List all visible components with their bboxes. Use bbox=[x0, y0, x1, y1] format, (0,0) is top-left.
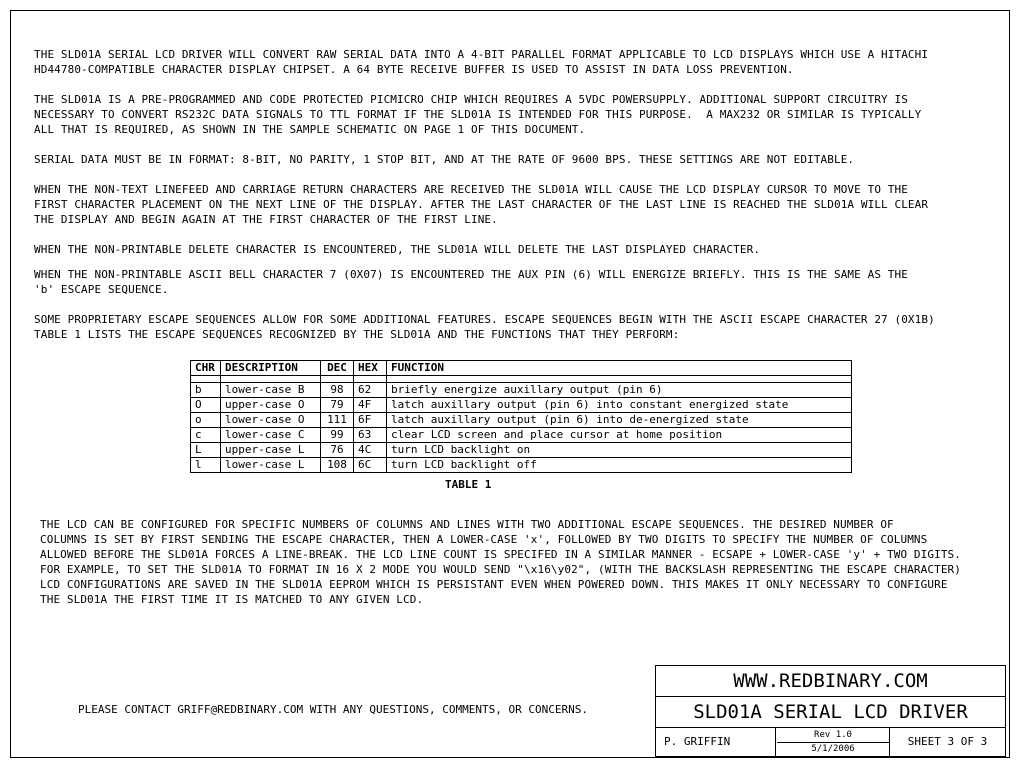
paragraph-picmicro: THE SLD01A IS A PRE-PROGRAMMED AND CODE PROTECTED PICMICRO CHIP WHICH REQUIRES A 5VDC POWERSUPPLY. ADDITIONAL SUPPORT CIRCUITRY IS NECESSARY TO CONVERT RS232C DATA SIGNALS TO TTL FORMAT IF THE SLD01A IS INTENDED FOR THIS PURPOSE. A MAX232 OR SIMILAR IS TYPICALLY ALL THAT IS REQUIRED, AS SHOWN IN THE SAMPLE SCHEMATIC ON PAGE 1 OF THIS DOCUMENT. bbox=[34, 93, 922, 136]
cell-function: latch auxillary output (pin 6) into constant energized state bbox=[387, 398, 852, 413]
table-row bbox=[191, 458, 852, 473]
table-spacer-row bbox=[191, 376, 852, 383]
header-chr: CHR bbox=[191, 361, 221, 376]
cell-dec: 79 bbox=[321, 398, 354, 413]
cell-chr: L bbox=[191, 443, 221, 458]
paragraph-escape: SOME PROPRIETARY ESCAPE SEQUENCES ALLOW FOR SOME ADDITIONAL FEATURES. ESCAPE SEQUENCES BEGIN WITH THE ASCII ESCAPE CHARACTER 27 (0X1B) TABLE 1 LISTS THE ESCAPE SEQUENCES RECOGNIZED BY THE SLD01A AND THE FUNCTIONS THAT THEY PERFORM: bbox=[34, 313, 935, 341]
cell-dec: 98 bbox=[321, 383, 354, 398]
paragraph-bell: WHEN THE NON-PRINTABLE ASCII BELL CHARACTER 7 (0X07) IS ENCOUNTERED THE AUX PIN (6) WILL ENERGIZE BRIEFLY. THIS IS THE SAME AS THE 'b' ESCAPE SEQUENCE. bbox=[34, 268, 908, 296]
paragraph-delete: WHEN THE NON-PRINTABLE DELETE CHARACTER IS ENCOUNTERED, THE SLD01A WILL DELETE THE LAST DISPLAYED CHARACTER. bbox=[34, 243, 761, 256]
cell-hex: 6C bbox=[354, 458, 387, 473]
paragraph-intro: THE SLD01A SERIAL LCD DRIVER WILL CONVERT RAW SERIAL DATA INTO A 4-BIT PARALLEL FORMAT APPLICABLE TO LCD DISPLAYS WHICH USE A HITACHI HD44780-COMPATIBLE CHARACTER DISPLAY CHIPSET. A 64 BYTE RECEIVE BUFFER IS USED TO ASSIST IN DATA LOSS PREVENTION. bbox=[34, 48, 929, 76]
cell-function: turn LCD backlight off bbox=[387, 458, 852, 473]
cell-chr: O bbox=[191, 398, 221, 413]
cell-hex: 63 bbox=[354, 428, 387, 443]
cell-description: upper-case O bbox=[221, 398, 321, 413]
cell-dec: 108 bbox=[321, 458, 354, 473]
table-row bbox=[191, 428, 852, 443]
table-row bbox=[191, 443, 852, 458]
escape-sequence-table bbox=[190, 360, 852, 473]
cell-function: latch auxillary output (pin 6) into de-energized state bbox=[387, 413, 852, 428]
cell-description: upper-case L bbox=[221, 443, 321, 458]
cell-description: lower-case B bbox=[221, 383, 321, 398]
cell-hex: 6F bbox=[354, 413, 387, 428]
title-block-title: SLD01A SERIAL LCD DRIVER bbox=[656, 697, 1005, 728]
cell-function: clear LCD screen and place cursor at home position bbox=[387, 428, 852, 443]
header-description: DESCRIPTION bbox=[221, 361, 321, 376]
title-block-author: P. GRIFFIN bbox=[656, 728, 776, 756]
cell-function: briefly energize auxillary output (pin 6) bbox=[387, 383, 852, 398]
title-block-sheet: SHEET 3 OF 3 bbox=[907, 735, 988, 748]
cell-function: turn LCD backlight on bbox=[387, 443, 852, 458]
cell-chr: o bbox=[191, 413, 221, 428]
title-block-rev: Rev 1.0 bbox=[777, 728, 890, 743]
header-function: FUNCTION bbox=[387, 361, 852, 376]
cell-hex: 4F bbox=[354, 398, 387, 413]
cell-dec: 99 bbox=[321, 428, 354, 443]
paragraph-linefeed: WHEN THE NON-TEXT LINEFEED AND CARRIAGE RETURN CHARACTERS ARE RECEIVED THE SLD01A WILL CAUSE THE LCD DISPLAY CURSOR TO MOVE TO THE FIRST CHARACTER PLACEMENT ON THE NEXT LINE OF THE DISPLAY. AFTER THE LAST CHARACTER OF THE LAST LINE IS REACHED THE SLD01A WILL CLEAR THE DISPLAY AND BEGIN AGAIN AT THE FIRST CHARACTER OF THE FIRST LINE. bbox=[34, 183, 929, 226]
table-caption: TABLE 1 bbox=[445, 478, 492, 491]
title-block-date: 5/1/2006 bbox=[777, 743, 890, 756]
header-dec: DEC bbox=[321, 361, 354, 376]
cell-description: lower-case O bbox=[221, 413, 321, 428]
title-block-website: WWW.REDBINARY.COM bbox=[656, 666, 1005, 697]
cell-chr: c bbox=[191, 428, 221, 443]
cell-hex: 62 bbox=[354, 383, 387, 398]
header-hex: HEX bbox=[354, 361, 387, 376]
cell-description: lower-case L bbox=[221, 458, 321, 473]
table-row bbox=[191, 383, 852, 398]
cell-chr: l bbox=[191, 458, 221, 473]
cell-dec: 111 bbox=[321, 413, 354, 428]
contact-note: PLEASE CONTACT GRIFF@REDBINARY.COM WITH ANY QUESTIONS, COMMENTS, OR CONCERNS. bbox=[78, 703, 588, 716]
paragraph-serial-format: SERIAL DATA MUST BE IN FORMAT: 8-BIT, NO PARITY, 1 STOP BIT, AND AT THE RATE OF 9600 BPS. THESE SETTINGS ARE NOT EDITABLE. bbox=[34, 153, 855, 166]
cell-hex: 4C bbox=[354, 443, 387, 458]
table-header-row bbox=[191, 361, 852, 376]
cell-chr: b bbox=[191, 383, 221, 398]
cell-description: lower-case C bbox=[221, 428, 321, 443]
title-block bbox=[655, 665, 1006, 757]
table-row bbox=[191, 398, 852, 413]
paragraph-lcd-config: THE LCD CAN BE CONFIGURED FOR SPECIFIC NUMBERS OF COLUMNS AND LINES WITH TWO ADDITIONAL ESCAPE SEQUENCES. THE DESIRED NUMBER OF COLUMNS IS SET BY FIRST SENDING THE ESCAPE CHARACTER, THEN A LOWER-CASE 'x', FOLLOWED BY TWO DIGITS TO SPECIFY THE NUMBER OF COLUMNS ALLOWED BEFORE THE SLD01A FORCES A LINE-BREAK. THE LCD LINE COUNT IS SPECIFED IN A SIMILAR MANNER - ECSAPE + LOWER-CASE 'y' + TWO DIGITS. FOR EXAMPLE, TO SET THE SLD01A TO FORMAT IN 16 X 2 MODE YOU WOULD SEND "\x16\y02", (WITH THE BACKSLASH REPRESENTING THE ESCAPE CHARACTER) LCD CONFIGURATIONS ARE SAVED IN THE SLD01A EEPROM WHICH IS PERSISTANT EVEN WHEN POWERED DOWN. THIS MAKES IT ONLY NECESSARY TO CONFIGURE THE SLD01A THE FIRST TIME IT IS MATCHED TO ANY GIVEN LCD. bbox=[40, 518, 961, 606]
table-row bbox=[191, 413, 852, 428]
cell-dec: 76 bbox=[321, 443, 354, 458]
